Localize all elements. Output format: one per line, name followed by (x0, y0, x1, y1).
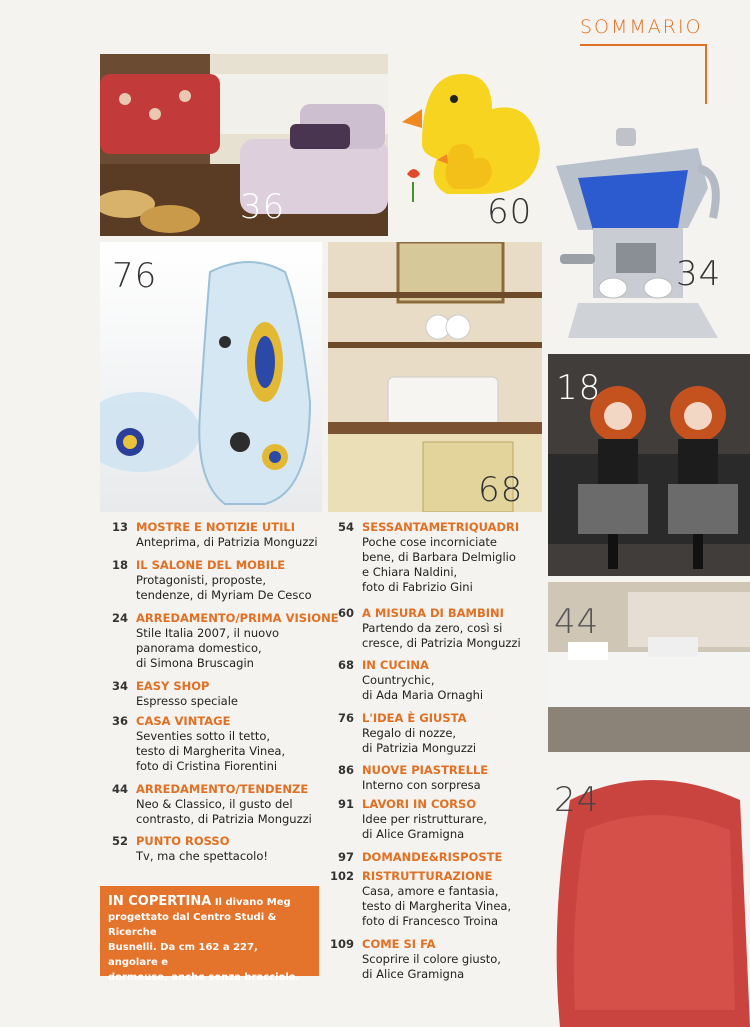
espresso-illustration (548, 118, 750, 350)
page-number-44: 44 (554, 602, 600, 642)
entry-title: LAVORI IN CORSO (362, 797, 477, 811)
photo-bed (548, 582, 750, 752)
page-number-34: 34 (676, 254, 722, 294)
photo-kitchen (328, 242, 542, 512)
entry-number: 97 (337, 850, 354, 864)
entry-line: Regalo di nozze, (362, 726, 457, 740)
toc-entry-109[interactable] (328, 937, 501, 982)
toc-entry-34[interactable] (108, 679, 238, 709)
entry-number: 36 (111, 714, 128, 728)
toc-entry-86[interactable] (328, 763, 488, 793)
entry-line: bene, di Barbara Delmiglio (362, 550, 516, 564)
entry-number: 54 (337, 520, 354, 534)
toc-entry-76[interactable] (328, 711, 476, 756)
entry-line: tendenze, di Myriam De Cesco (136, 588, 312, 602)
toc-entry-91[interactable] (328, 797, 487, 842)
cover-line: progettato dal Centro Studi & Ricerche (108, 912, 277, 938)
entry-line: Neo & Classico, il gusto del (136, 797, 293, 811)
entry-line: Espresso speciale (136, 694, 238, 708)
entry-line: Protagonisti, proposte, (136, 573, 267, 587)
entry-line: testo di Margherita Vinea, (362, 899, 512, 913)
entry-line: e Chiara Naldini, (362, 565, 458, 579)
photo-duck (392, 54, 542, 236)
title-rule-horizontal (580, 44, 706, 46)
entry-title: L'IDEA È GIUSTA (362, 711, 467, 725)
entry-line: di Simona Bruscagin (136, 656, 254, 670)
entry-line: Scoprire il colore giusto, (362, 952, 501, 966)
entry-line: di Alice Gramigna (362, 827, 465, 841)
entry-line: Countrychic, (362, 673, 435, 687)
entry-line: foto di Francesco Troina (362, 914, 499, 928)
page-number-68: 68 (478, 470, 524, 510)
entry-line: di Patrizia Monguzzi (362, 741, 477, 755)
entry-title: MOSTRE E NOTIZIE UTILI (136, 520, 295, 534)
cover-title: IN COPERTINA (108, 894, 212, 909)
entry-title: ARREDAMENTO/TENDENZE (136, 782, 309, 796)
photo-twins (548, 354, 750, 576)
entry-title: IL SALONE DEL MOBILE (136, 558, 286, 572)
entry-line: Interno con sorpresa (362, 778, 481, 792)
toc-entry-102[interactable] (328, 869, 511, 929)
toc-entry-24[interactable] (108, 611, 339, 671)
toc-entry-13[interactable] (108, 520, 318, 550)
entry-line: Idee per ristrutturare, (362, 812, 487, 826)
entry-number: 13 (111, 520, 128, 534)
cover-line: Il divano Meg (214, 897, 291, 908)
entry-line: di Alice Gramigna (362, 967, 465, 981)
toc-entry-52[interactable] (108, 834, 268, 864)
entry-title: COME SI FA (362, 937, 436, 951)
entry-title: EASY SHOP (136, 679, 210, 693)
entry-number: 91 (337, 797, 354, 811)
entry-title: A MISURA DI BAMBINI (362, 606, 504, 620)
entry-number: 76 (337, 711, 354, 725)
photo-sofa (100, 54, 388, 236)
entry-line: Stile Italia 2007, il nuovo (136, 626, 280, 640)
entry-title: SESSANTAMETRIQUADRI (362, 520, 520, 534)
entry-title: ARREDAMENTO/PRIMA VISIONE (136, 611, 339, 625)
entry-number: 86 (337, 763, 354, 777)
entry-number: 18 (111, 558, 128, 572)
toc-entry-36[interactable] (108, 714, 285, 774)
entry-title: CASA VINTAGE (136, 714, 231, 728)
entry-line: testo di Margherita Vinea, (136, 744, 286, 758)
cover-line: dormeuse, anche senza bracciolo. (108, 972, 300, 983)
entry-number: 109 (329, 937, 354, 951)
photo-espresso-machine (548, 118, 750, 350)
entry-line: Poche cose incorniciate (362, 535, 497, 549)
entry-title: RISTRUTTURAZIONE (362, 869, 493, 883)
toc-entry-18[interactable] (108, 558, 312, 603)
page-number-76: 76 (112, 256, 158, 296)
entry-line: Seventies sotto il tetto, (136, 729, 271, 743)
entry-line: cresce, di Patrizia Monguzzi (362, 636, 521, 650)
entry-line: di Ada Maria Ornaghi (362, 688, 484, 702)
entry-number: 102 (329, 869, 354, 883)
toc-entry-60[interactable] (328, 606, 521, 651)
entry-title: DOMANDE&RISPOSTE (362, 850, 503, 864)
photo-red-chair (540, 770, 750, 1027)
toc-entry-97[interactable] (328, 850, 502, 865)
entry-title: NUOVE PIASTRELLE (362, 763, 489, 777)
entry-line: Anteprima, di Patrizia Monguzzi (136, 535, 318, 549)
photo-glass-vase (100, 242, 322, 512)
page-number-60: 60 (487, 192, 533, 232)
entry-number: 68 (337, 658, 354, 672)
page-number-24: 24 (554, 780, 600, 820)
entry-number: 24 (111, 611, 128, 625)
entry-line: foto di Fabrizio Gini (362, 580, 473, 594)
title-rule-vertical (705, 44, 707, 104)
entry-line: contrasto, di Patrizia Monguzzi (136, 812, 312, 826)
cover-line: Busnelli. Da cm 162 a 227, angolare e (108, 942, 258, 968)
cover-note-box (100, 886, 319, 983)
page-title: SOMMARIO (580, 16, 703, 38)
entry-number: 34 (111, 679, 128, 693)
entry-number: 60 (337, 606, 354, 620)
entry-line: Casa, amore e fantasia, (362, 884, 499, 898)
entry-line: Partendo da zero, così si (362, 621, 503, 635)
entry-line: foto di Cristina Fiorentini (136, 759, 278, 773)
toc-entry-68[interactable] (328, 658, 483, 703)
entry-number: 52 (111, 834, 128, 848)
entry-line: Tv, ma che spettacolo! (136, 849, 269, 863)
page-number-36: 36 (240, 187, 286, 227)
entry-title: IN CUCINA (362, 658, 429, 672)
entry-number: 44 (111, 782, 128, 796)
page-number-18: 18 (556, 368, 602, 408)
entry-line: panorama domestico, (136, 641, 262, 655)
entry-title: PUNTO ROSSO (136, 834, 230, 848)
toc-entry-44[interactable] (108, 782, 312, 827)
toc-entry-54[interactable] (328, 520, 519, 595)
